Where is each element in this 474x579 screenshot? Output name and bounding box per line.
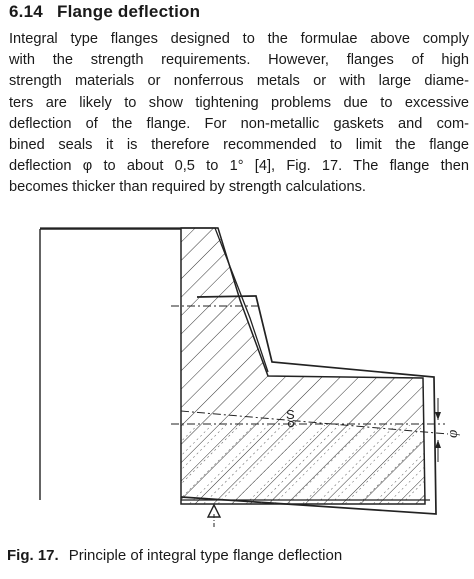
paragraph-line: bined seals it is therefore recommended to limit the flange	[9, 137, 469, 154]
paragraph-line: Integral type flanges designed to the formulae above comply	[9, 31, 469, 47]
paragraph-line: deflection φ to about 0,5 to 1° [4], Fig. 17. The flange then	[9, 158, 469, 175]
caption-label: Fig. 17.	[7, 547, 59, 564]
section-heading	[9, 2, 200, 22]
figure-caption	[7, 547, 342, 564]
flange-deflection-figure	[0, 214, 474, 544]
paragraph-line: strength materials or nonferrous metals or with large diame-	[9, 73, 469, 90]
arrowhead-lower-icon	[435, 440, 441, 448]
section-title: Flange deflection	[57, 2, 201, 21]
caption-text: Principle of integral type flange deflection	[68, 547, 343, 564]
gasket-zone	[181, 425, 425, 504]
section-number: 6.14	[9, 2, 43, 21]
pipe-outline	[40, 229, 181, 500]
paragraph-line: becomes thicker than required by strength calculations.	[9, 179, 366, 196]
point-s-label: S	[286, 407, 295, 422]
paragraph-line: ters are likely to show tightening problems due to excessive	[9, 94, 469, 111]
paragraph-line: with the strength requirements. However, flanges of high	[9, 52, 469, 69]
paragraph-line: deflection of the flange. For non-metallic gaskets and com-	[9, 115, 469, 132]
angle-label: φ	[445, 429, 461, 438]
arrowhead-upper-icon	[435, 412, 441, 420]
body-paragraph	[9, 29, 469, 199]
